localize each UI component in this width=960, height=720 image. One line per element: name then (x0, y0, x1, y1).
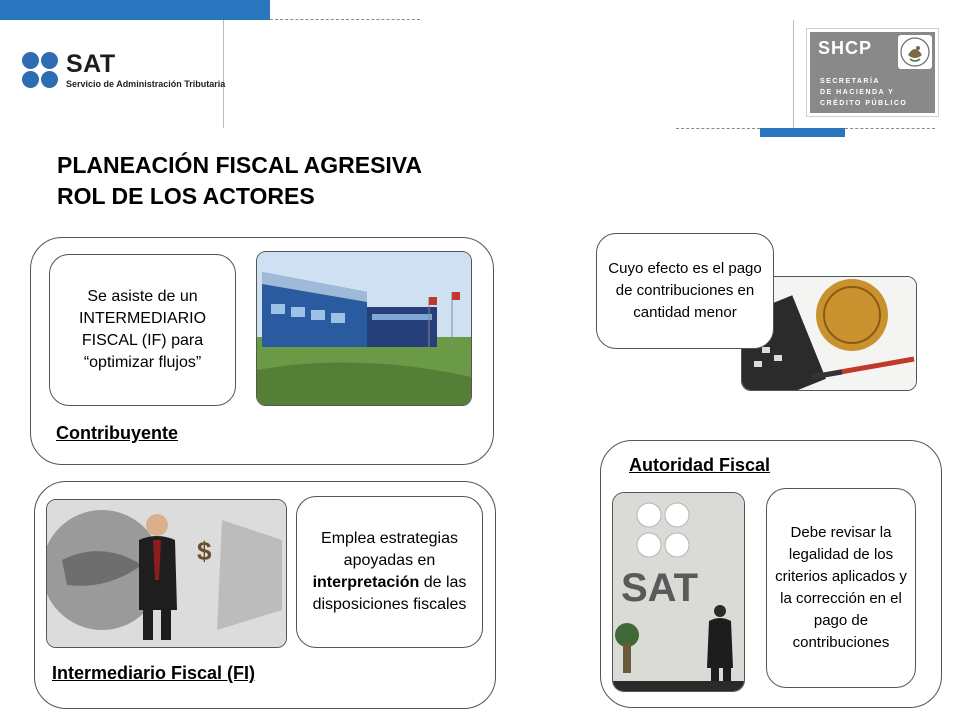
shcp-logo-line2: DE HACIENDA Y (820, 89, 895, 96)
shcp-logo (806, 28, 939, 117)
intermediario-bubble-bold: interpretación (312, 574, 420, 591)
contribuyente-label: Contribuyente (56, 423, 179, 443)
top-dashed-line (270, 19, 420, 20)
dollar-sign-icon: $ (197, 536, 212, 566)
sat-logo (22, 50, 226, 92)
header-divider-right (793, 20, 794, 128)
efecto-bubble: Cuyo efecto es el pago de contribuciones en cantidad menor (596, 233, 774, 349)
top-accent-bar (0, 0, 270, 20)
sat-dots-icon (22, 52, 62, 92)
autoridad-bubble: Debe revisar la legalidad de los criterios aplicados y la corrección en el pago de contribuciones (766, 488, 916, 688)
businessman-globe-photo (46, 499, 287, 648)
sat-logo-subtitle: Servicio de Administración Tributaria (66, 79, 226, 89)
intermediario-bubble-text-start: Emplea estrategias apoyadas en (321, 530, 458, 569)
page-title (57, 150, 422, 212)
sat-building-photo (612, 492, 745, 692)
intermediario-bubble (296, 496, 483, 648)
intermediario-bubble-text-end: de las disposiciones fiscales (312, 574, 467, 613)
shcp-logo-line3: CRÉDITO PÚBLICO (820, 100, 908, 107)
intermediario-label: Intermediario Fiscal (FI) (52, 663, 256, 683)
office-building-photo (256, 251, 472, 406)
shcp-logo-name: SHCP (818, 38, 873, 58)
header-dashed-line-right (845, 128, 935, 129)
header-accent-bar (760, 128, 845, 137)
mexican-seal-icon (898, 35, 932, 69)
page-title-line2: ROL DE LOS ACTORES (57, 183, 315, 209)
sat-building-sign: SAT (621, 566, 699, 610)
header-dashed-line-left (676, 128, 760, 129)
sat-logo-name: SAT (66, 50, 116, 78)
contribuyente-bubble: Se asiste de un INTERMEDIARIO FISCAL (IF) para “optimizar flujos” (49, 254, 236, 406)
header-divider-left (223, 20, 224, 128)
autoridad-label: Autoridad Fiscal (629, 455, 771, 475)
shcp-logo-line1: SECRETARÍA (820, 78, 880, 85)
page-title-line1: PLANEACIÓN FISCAL AGRESIVA (57, 152, 423, 178)
